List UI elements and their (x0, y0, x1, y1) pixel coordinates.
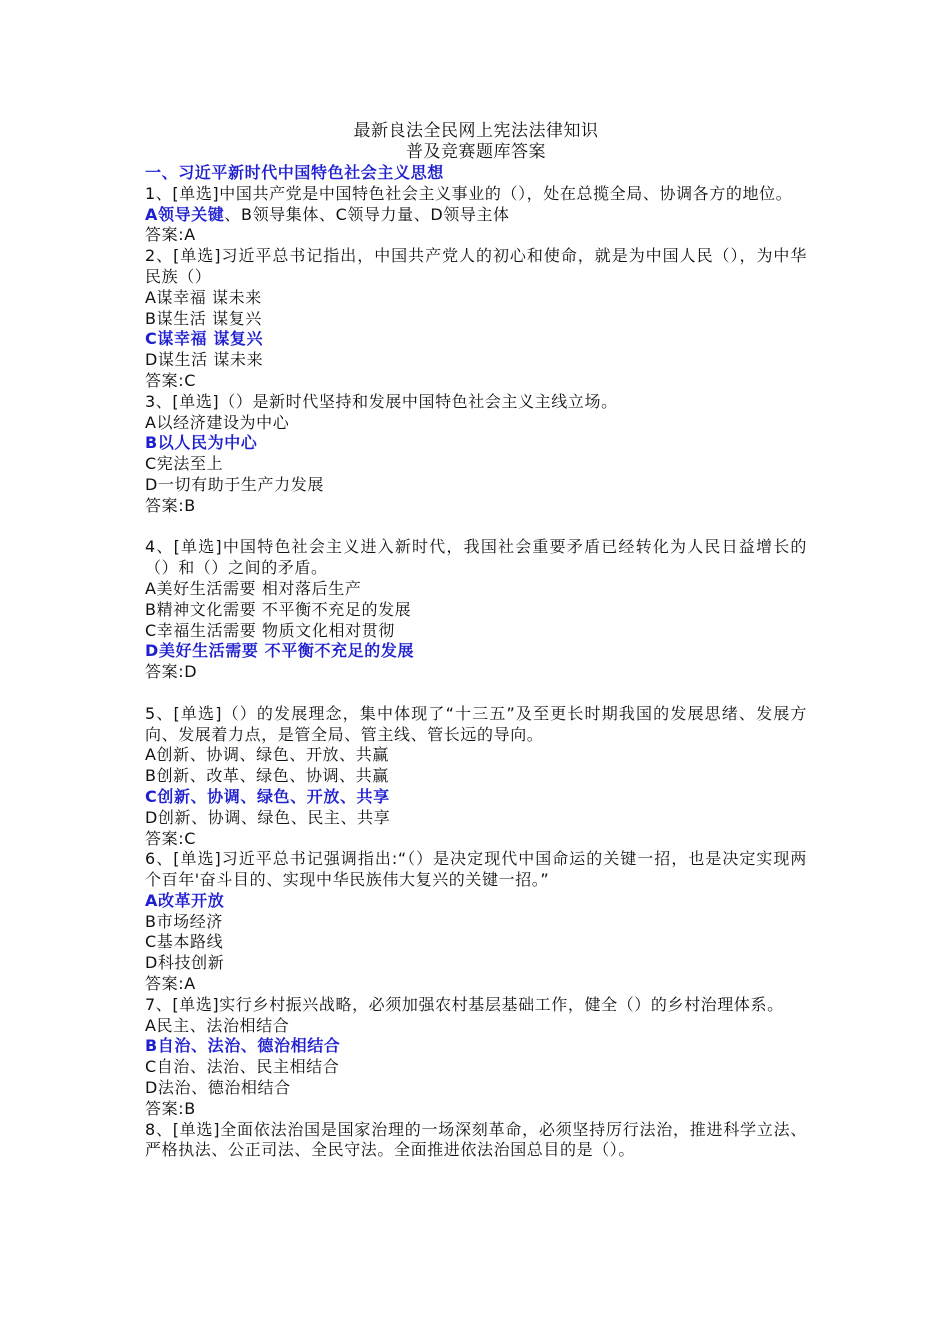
question-2 (145, 246, 807, 392)
section-heading: 一、习近平新时代中国特色社会主义思想 (145, 163, 444, 182)
question-3 (145, 392, 807, 517)
question-8 (145, 1120, 807, 1162)
question-text: 5、[单选]（）的发展理念，集中体现了“十三五”及至更长时期我国的发展思绪、发展方向、发展着力点，是管全局、管主线、管长远的导向。 (145, 703, 807, 744)
document-body (145, 121, 807, 1161)
option-c: C宪法至上 (145, 454, 224, 474)
option-b: B谋生活 谋复兴 (145, 308, 262, 328)
option-b: B精神文化需要 不平衡不充足的发展 (145, 599, 412, 619)
question-5 (145, 704, 807, 850)
blank-line (145, 683, 807, 704)
question-1 (145, 184, 807, 246)
option-b: B创新、改革、绿色、协调、共赢 (145, 766, 389, 786)
option-a: A创新、协调、绿色、开放、共赢 (145, 745, 389, 765)
option-d: D一切有助于生产力发展 (145, 474, 324, 494)
option-b: B市场经济 (145, 911, 223, 931)
option-a: A以经济建设为中心 (145, 412, 290, 432)
answer-line: 答案:D (145, 662, 198, 682)
title-line-1: 最新良法全民网上宪法法律知识 (353, 121, 599, 141)
answer-line: 答案:B (145, 495, 196, 515)
option-d: D谋生活 谋未来 (145, 350, 264, 370)
question-text: 2、[单选]习近平总书记指出，中国共产党人的初心和使命，就是为中国人民（），为中华民族（） (145, 246, 807, 286)
question-text: 4、[单选]中国特色社会主义进入新时代，我国社会重要矛盾已经转化为人民日益增长的（）和（）之间的矛盾。 (145, 537, 807, 578)
question-text: 1、[单选]中国共产党是中国特色社会主义事业的（），处在总揽全局、协调各方的地位。 (145, 183, 793, 203)
question-text: 8、[单选]全面依法治国是国家治理的一场深刻革命，必须坚持厉行法治，推进科学立法、严格执法、公正司法、全民守法。全面推进依法治国总目的是（）。 (145, 1119, 807, 1160)
answer-line: 答案:A (145, 974, 196, 994)
answer-line: 答案:B (145, 1098, 196, 1118)
answer-line: 答案:C (145, 828, 196, 848)
option-c-correct: C谋幸福 谋复兴 (145, 329, 264, 349)
question-7 (145, 995, 807, 1120)
option-c-correct: C创新、协调、绿色、开放、共享 (145, 786, 390, 806)
option-c: C幸福生活需要 物质文化相对贯彻 (145, 620, 395, 640)
question-text: 7、[单选]实行乡村振兴战略，必须加强农村基层基础工作，健全（）的乡村治理体系。 (145, 994, 784, 1014)
question-6 (145, 849, 807, 995)
option-a: A美好生活需要 相对落后生产 (145, 578, 362, 598)
option-d: D创新、协调、绿色、民主、共享 (145, 807, 391, 827)
option-c: C基本路线 (145, 932, 224, 952)
question-text: 6、[单选]习近平总书记强调指出:“（）是决定现代中国命运的关键一招，也是决定实现两个百年'奋斗目的、实现中华民族伟大复兴的关键一招。” (145, 849, 807, 890)
question-4 (145, 537, 807, 683)
document-title (145, 121, 807, 163)
option-d: D法治、德治相结合 (145, 1078, 291, 1098)
option-c: C自治、法治、民主相结合 (145, 1057, 340, 1077)
options-line (145, 205, 807, 226)
option-d-correct: D美好生活需要 不平衡不充足的发展 (145, 641, 415, 661)
answer-line: 答案:A (145, 225, 196, 245)
option-b-correct: B以人民为中心 (145, 433, 258, 453)
title-line-2: 普及竞赛题库答案 (406, 142, 546, 162)
question-text: 3、[单选]（）是新时代坚持和发展中国特色社会主义主线立场。 (145, 391, 618, 411)
option-b-correct: B自治、法治、德治相结合 (145, 1036, 341, 1056)
answer-line: 答案:C (145, 370, 196, 390)
blank-line (145, 517, 807, 538)
option-d: D科技创新 (145, 953, 225, 973)
option-a: A谋幸福 谋未来 (145, 287, 262, 307)
other-options: 、B领导集体、C领导力量、D领导主体 (224, 204, 510, 224)
option-a-correct: A改革开放 (145, 890, 225, 910)
option-a: A民主、法治相结合 (145, 1015, 290, 1035)
correct-option: A领导关键 (145, 204, 225, 224)
